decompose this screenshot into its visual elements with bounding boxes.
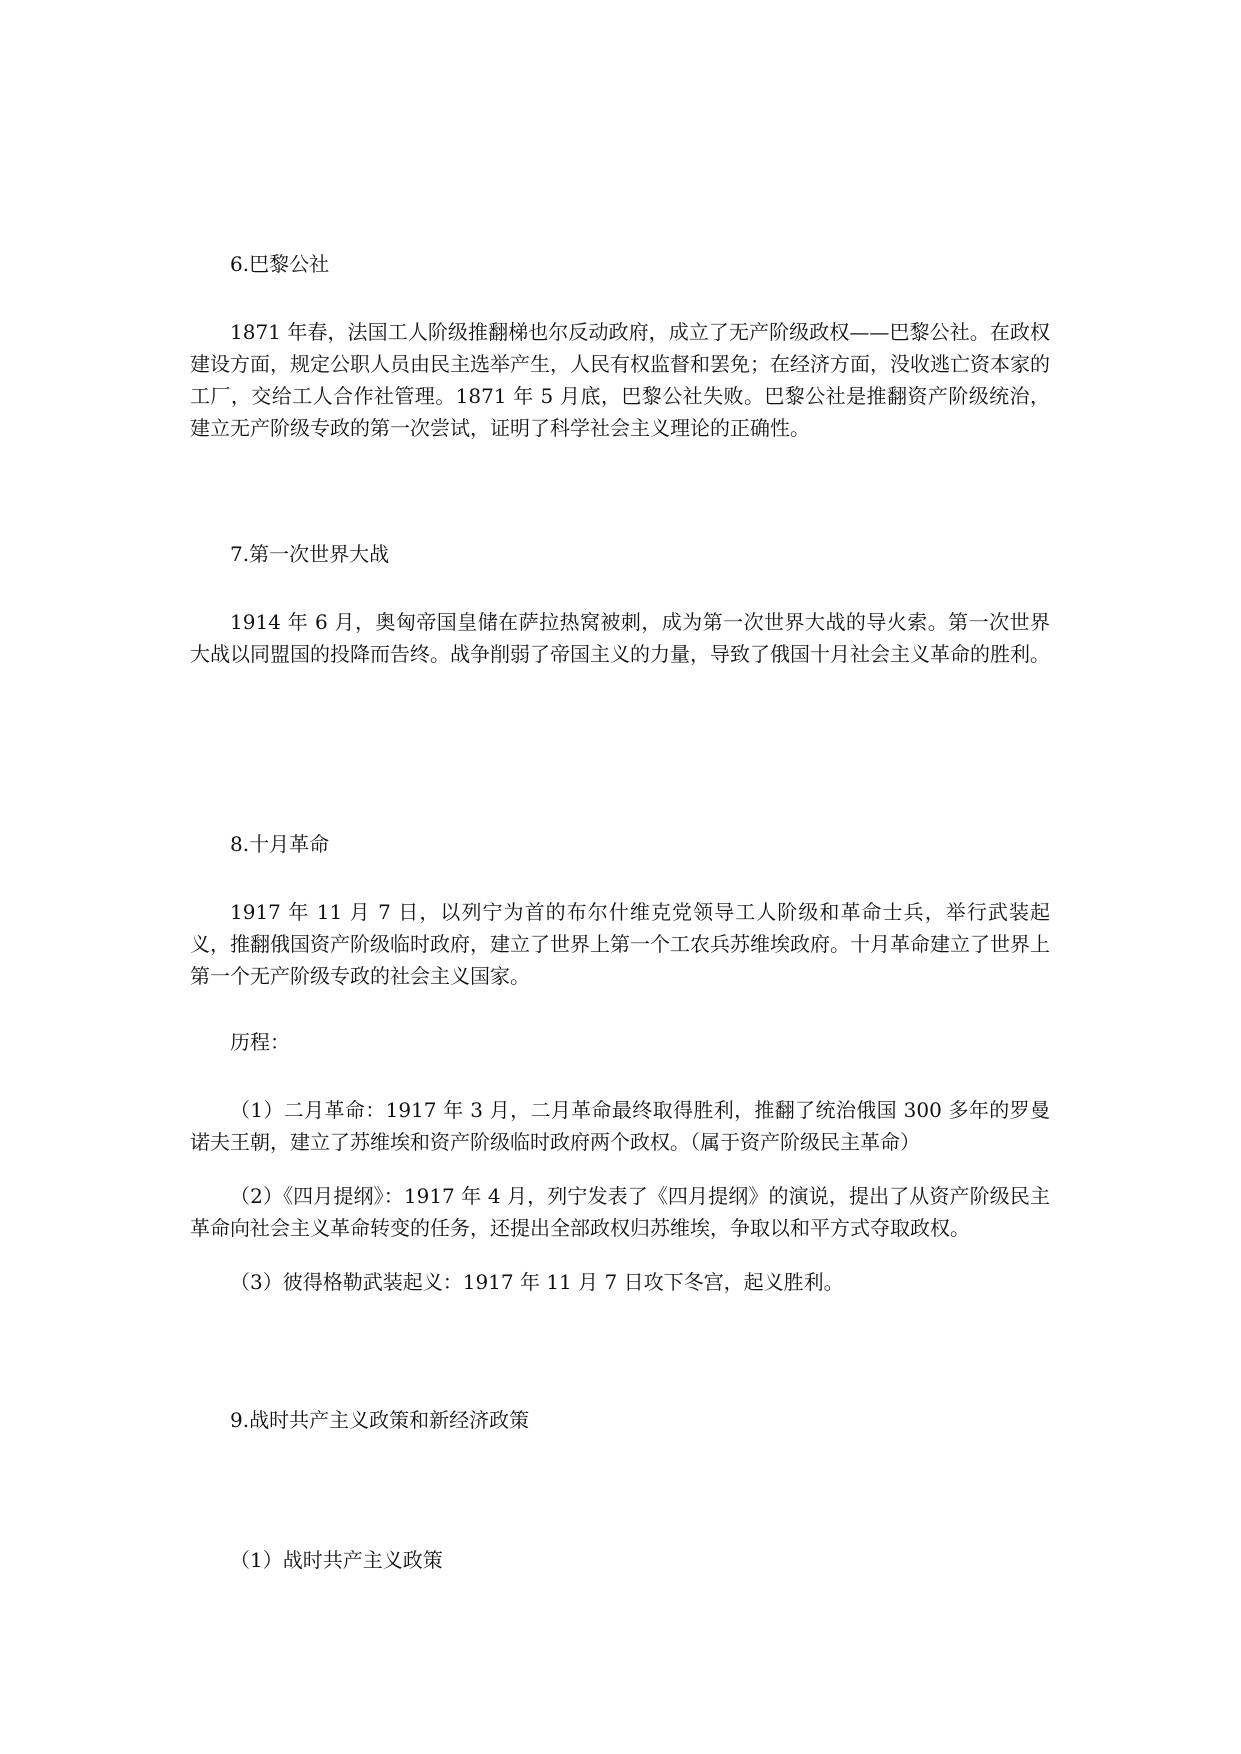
section-7-body: 1914 年 6 月，奥匈帝国皇储在萨拉热窝被刺，成为第一次世界大战的导火索。第一次世界大战以同盟国的投降而告终。战争削弱了帝国主义的力量，导致了俄国十月社会主义革命的胜利。 [190, 610, 1050, 666]
section-9-sub-1: （1）战时共产主义政策 [230, 1548, 443, 1572]
section-8-body: 1917 年 11 月 7 日，以列宁为首的布尔什维克党领导工人阶级和革命士兵，举行武装起义，推翻俄国资产阶级临时政府，建立了世界上第一个工农兵苏维埃政府。十月革命建立了世界上第一个无产阶级专政的社会主义国家。 [190, 900, 1050, 988]
section-8-step-3: （3）彼得格勒武装起义：1917 年 11 月 7 日攻下冬宫，起义胜利。 [230, 1270, 844, 1294]
section-6-body: 1871 年春，法国工人阶级推翻梯也尔反动政府，成立了无产阶级政权——巴黎公社。在政权建设方面，规定公职人员由民主选举产生，人民有权监督和罢免；在经济方面，没收逃亡资本家的工厂，交给工人合作社管理。1871 年 5 月底，巴黎公社失败。巴黎公社是推翻资产阶级统治，建立无产阶级专政的第一次尝试，证明了科学社会主义理论的正确性。 [190, 320, 1050, 440]
section-9-heading: 9.战时共产主义政策和新经济政策 [230, 1408, 530, 1432]
section-8-step-2: （2）《四月提纲》：1917 年 4 月，列宁发表了《四月提纲》的演说，提出了从资产阶级民主革命向社会主义革命转变的任务，还提出全部政权归苏维埃，争取以和平方式夺取政权。 [190, 1184, 1050, 1240]
section-6-heading: 6.巴黎公社 [230, 252, 330, 276]
section-8-heading: 8.十月革命 [230, 832, 330, 856]
section-7-heading: 7.第一次世界大战 [230, 542, 390, 566]
section-8-history-label: 历程： [230, 1030, 290, 1054]
section-8-step-1: （1）二月革命：1917 年 3 月，二月革命最终取得胜利，推翻了统治俄国 300 多年的罗曼诺夫王朝，建立了苏维埃和资产阶级临时政府两个政权。（属于资产阶级民主革命） [190, 1098, 1050, 1154]
